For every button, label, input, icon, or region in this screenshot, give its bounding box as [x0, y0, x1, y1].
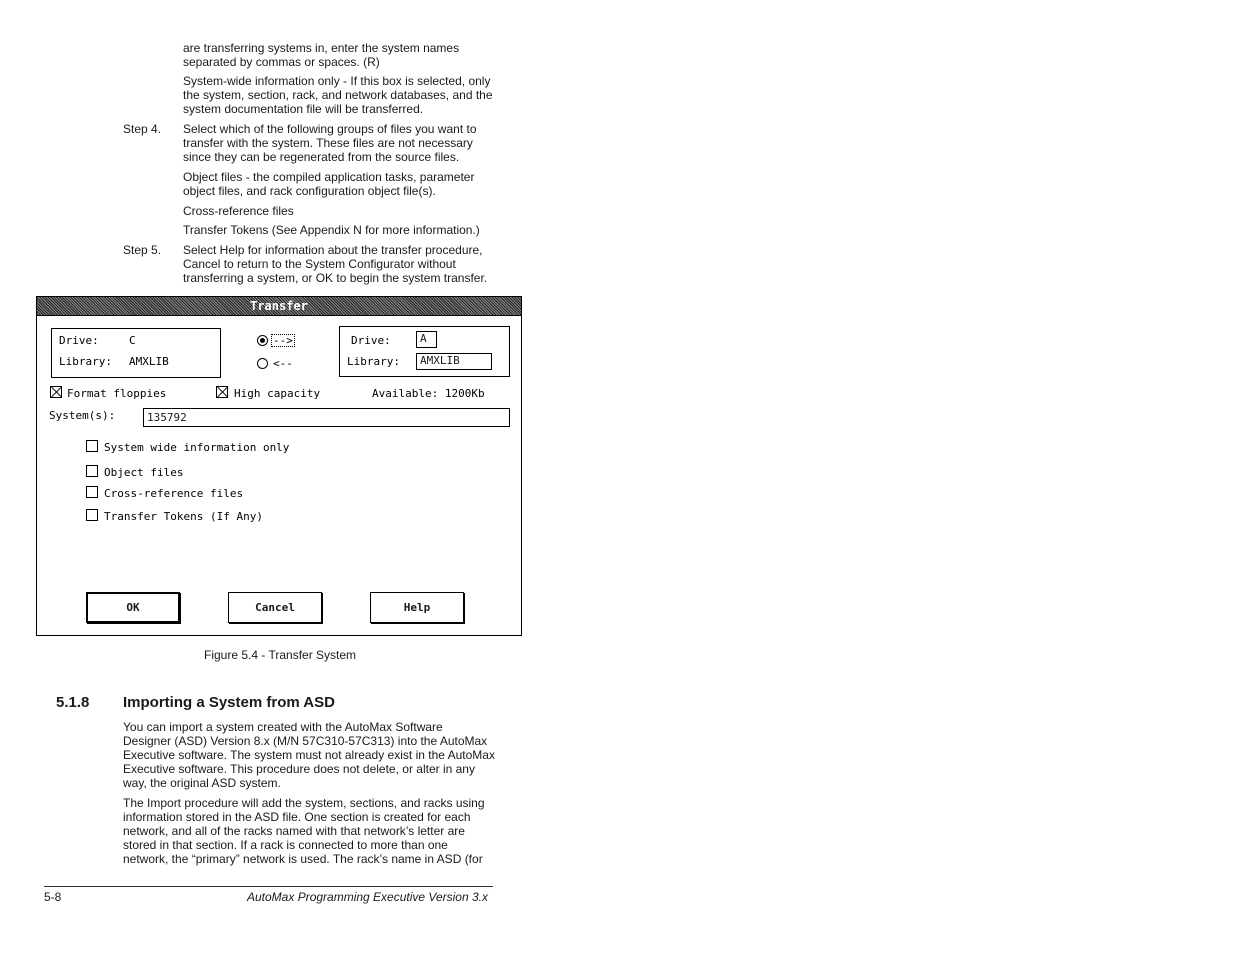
- footer-title: AutoMax Programming Executive Version 3.x: [247, 890, 488, 904]
- dest-drive-input[interactable]: A: [416, 331, 437, 348]
- dialog-title: Transfer: [250, 299, 308, 313]
- cancel-button[interactable]: Cancel: [228, 592, 322, 623]
- object-files-label[interactable]: Object files: [104, 466, 184, 479]
- high-capacity-label[interactable]: High capacity: [234, 387, 321, 400]
- source-drive-label: Drive:: [59, 334, 99, 347]
- text-line: transferring a system, or OK to begin the system transfer.: [183, 271, 488, 285]
- step-5-text: [183, 243, 513, 285]
- cross-reference-paragraph: Cross-reference files: [183, 204, 294, 218]
- source-library-value[interactable]: AMXLIB: [129, 355, 169, 368]
- text-line: information stored in the ASD file. One section is created for each: [123, 810, 471, 824]
- transfer-dialog: [36, 296, 522, 636]
- transfer-tokens-paragraph: Transfer Tokens (See Appendix N for more information.): [183, 223, 480, 237]
- step-5-label: Step 5.: [123, 243, 162, 257]
- footer-rule: [44, 886, 493, 887]
- available-space-label: Available: 1200Kb: [372, 387, 485, 400]
- system-wide-info-label[interactable]: System wide information only: [104, 441, 290, 454]
- ok-button[interactable]: OK: [86, 592, 180, 623]
- direction-right-radio[interactable]: [257, 335, 268, 346]
- text-line: system documentation file will be transferred.: [183, 102, 424, 116]
- transfer-tokens-checkbox[interactable]: [86, 509, 98, 521]
- figure-caption: Figure 5.4 - Transfer System: [204, 648, 357, 662]
- continued-paragraph: [183, 41, 513, 69]
- text-line: separated by commas or spaces. (R): [183, 55, 380, 69]
- text-line: the system, section, rack, and network databases, and the: [183, 88, 493, 102]
- cross-reference-checkbox[interactable]: [86, 486, 98, 498]
- format-floppies-label[interactable]: Format floppies: [67, 387, 167, 400]
- text-line: Executive software. This procedure does not delete, or alter in any: [123, 762, 475, 776]
- systems-input[interactable]: 135792: [143, 408, 510, 427]
- direction-left-label[interactable]: <--: [273, 357, 293, 370]
- systems-label: System(s):: [49, 409, 116, 422]
- text-line: You can import a system created with the AutoMax Software: [123, 720, 443, 734]
- source-drive-value[interactable]: C: [129, 334, 136, 347]
- cross-reference-label[interactable]: Cross-reference files: [104, 487, 244, 500]
- text-line: Object files - the compiled application tasks, parameter: [183, 170, 475, 184]
- text-line: network, the “primary” network is used. The rack’s name in ASD (for: [123, 852, 483, 866]
- direction-right-label[interactable]: -->: [273, 334, 293, 347]
- section-title: Importing a System from ASD: [123, 694, 335, 711]
- text-line: since they can be regenerated from the source files.: [183, 150, 460, 164]
- help-button[interactable]: Help: [370, 592, 464, 623]
- transfer-tokens-label[interactable]: Transfer Tokens (If Any): [104, 510, 263, 523]
- system-wide-info-paragraph: [183, 74, 513, 116]
- dialog-title-bar[interactable]: [37, 297, 521, 316]
- section-number: 5.1.8: [56, 694, 90, 711]
- text-line: Select which of the following groups of files you want to: [183, 122, 477, 136]
- text-line: transfer with the system. These files are not necessary: [183, 136, 473, 150]
- source-library-label: Library:: [59, 355, 112, 368]
- dest-library-label: Library:: [347, 355, 400, 368]
- text-line: network, and all of the racks named with that network’s letter are: [123, 824, 465, 838]
- dest-drive-label: Drive:: [351, 334, 391, 347]
- section-paragraph-1: [123, 720, 523, 790]
- step-4-text: [183, 122, 513, 164]
- text-line: The Import procedure will add the system, sections, and racks using: [123, 796, 485, 810]
- direction-left-radio[interactable]: [257, 358, 268, 369]
- text-line: stored in that section. If a rack is connected to more than one: [123, 838, 448, 852]
- object-files-paragraph: [183, 170, 513, 198]
- text-line: Designer (ASD) Version 8.x (M/N 57C310-57C313) into the AutoMax: [123, 734, 488, 748]
- text-line: Select Help for information about the transfer procedure,: [183, 243, 483, 257]
- dest-library-input[interactable]: AMXLIB: [416, 353, 492, 370]
- object-files-checkbox[interactable]: [86, 465, 98, 477]
- text-line: Executive software. The system must not already exist in the AutoMax: [123, 748, 495, 762]
- text-line: object files, and rack configuration object file(s).: [183, 184, 436, 198]
- text-line: way, the original ASD system.: [123, 776, 281, 790]
- system-wide-info-checkbox[interactable]: [86, 440, 98, 452]
- footer-page-number: 5-8: [44, 890, 62, 904]
- high-capacity-checkbox[interactable]: [216, 386, 228, 398]
- format-floppies-checkbox[interactable]: [50, 386, 62, 398]
- section-paragraph-2: [123, 796, 523, 866]
- text-line: are transferring systems in, enter the system names: [183, 41, 460, 55]
- text-line: System-wide information only - If this box is selected, only: [183, 74, 491, 88]
- step-4-label: Step 4.: [123, 122, 162, 136]
- text-line: Cancel to return to the System Configurator without: [183, 257, 456, 271]
